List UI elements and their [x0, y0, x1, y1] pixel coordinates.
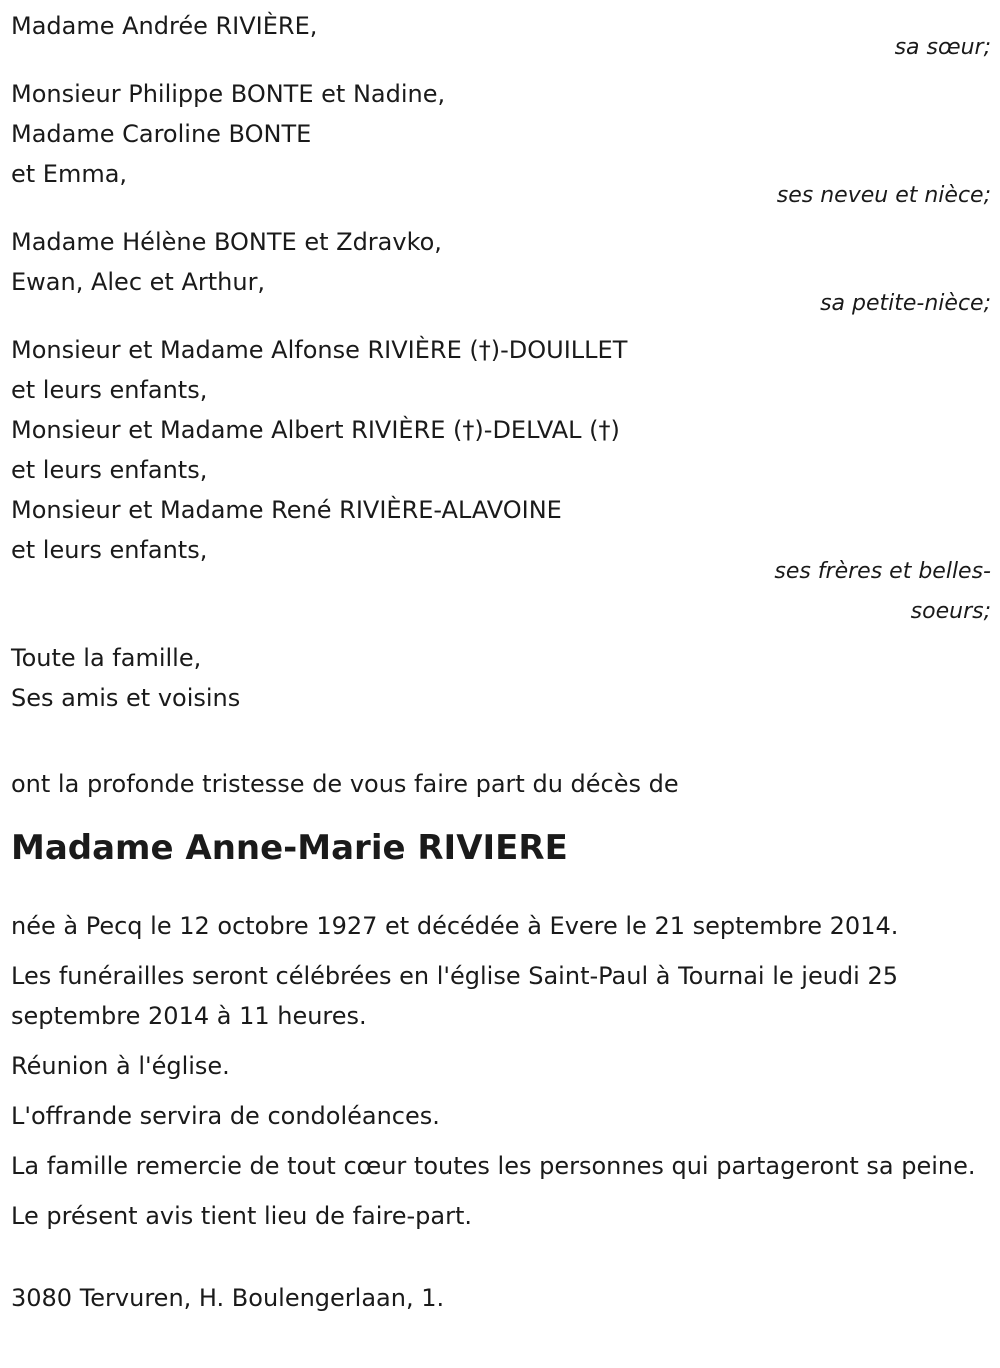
family-line: Ewan, Alec et Arthur,: [11, 268, 266, 296]
family-line: Madame Hélène BONTE et Zdravko,: [11, 228, 442, 256]
thanks-text: La famille remercie de tout cœur toutes les personnes qui partageront sa peine.: [11, 1152, 976, 1180]
family-line: et leurs enfants,: [11, 376, 208, 404]
family-line: Monsieur et Madame Alfonse RIVIÈRE (†)-DOUILLET: [11, 336, 628, 364]
relation-label-continued: soeurs;: [910, 599, 991, 624]
relation-label: ses frères et belles-: [774, 559, 991, 584]
deceased-name: Madame Anne-Marie RIVIERE: [11, 828, 568, 868]
offering-text: L'offrande servira de condoléances.: [11, 1102, 440, 1130]
family-line: et leurs enfants,: [11, 536, 208, 564]
address-text: 3080 Tervuren, H. Boulengerlaan, 1.: [11, 1284, 445, 1312]
family-line: Madame Andrée RIVIÈRE,: [11, 12, 318, 40]
family-group-others: [11, 638, 991, 718]
family-line: Ses amis et voisins: [11, 684, 241, 712]
family-group-nephew-niece: [11, 74, 991, 216]
family-line: et Emma,: [11, 160, 128, 188]
family-line: Monsieur et Madame René RIVIÈRE-ALAVOINE: [11, 496, 562, 524]
family-line: Monsieur Philippe BONTE et Nadine,: [11, 80, 446, 108]
family-line: Madame Caroline BONTE: [11, 120, 312, 148]
obituary-notice: [11, 6, 991, 1318]
notice-text: Le présent avis tient lieu de faire-part.: [11, 1202, 473, 1230]
relation-label: sa petite-nièce;: [820, 291, 991, 316]
funeral-text: Les funérailles seront célébrées en l'église Saint-Paul à Tournai le jeudi 25 septembre 2014 à 11 heures.: [11, 962, 898, 1030]
relation-label: sa sœur;: [894, 35, 991, 60]
family-line: Monsieur et Madame Albert RIVIÈRE (†)-DELVAL (†): [11, 416, 620, 444]
family-line: Toute la famille,: [11, 644, 202, 672]
family-line: et leurs enfants,: [11, 456, 208, 484]
family-group-siblings-in-law: [11, 330, 991, 632]
birth-death-text: née à Pecq le 12 octobre 1927 et décédée à Evere le 21 septembre 2014.: [11, 912, 899, 940]
family-group-grand-niece: [11, 222, 991, 324]
meeting-text: Réunion à l'église.: [11, 1052, 230, 1080]
relation-label: ses neveu et nièce;: [776, 183, 991, 208]
family-group-sister: [11, 6, 991, 68]
announcement-text: ont la profonde tristesse de vous faire part du décès de: [11, 770, 679, 798]
